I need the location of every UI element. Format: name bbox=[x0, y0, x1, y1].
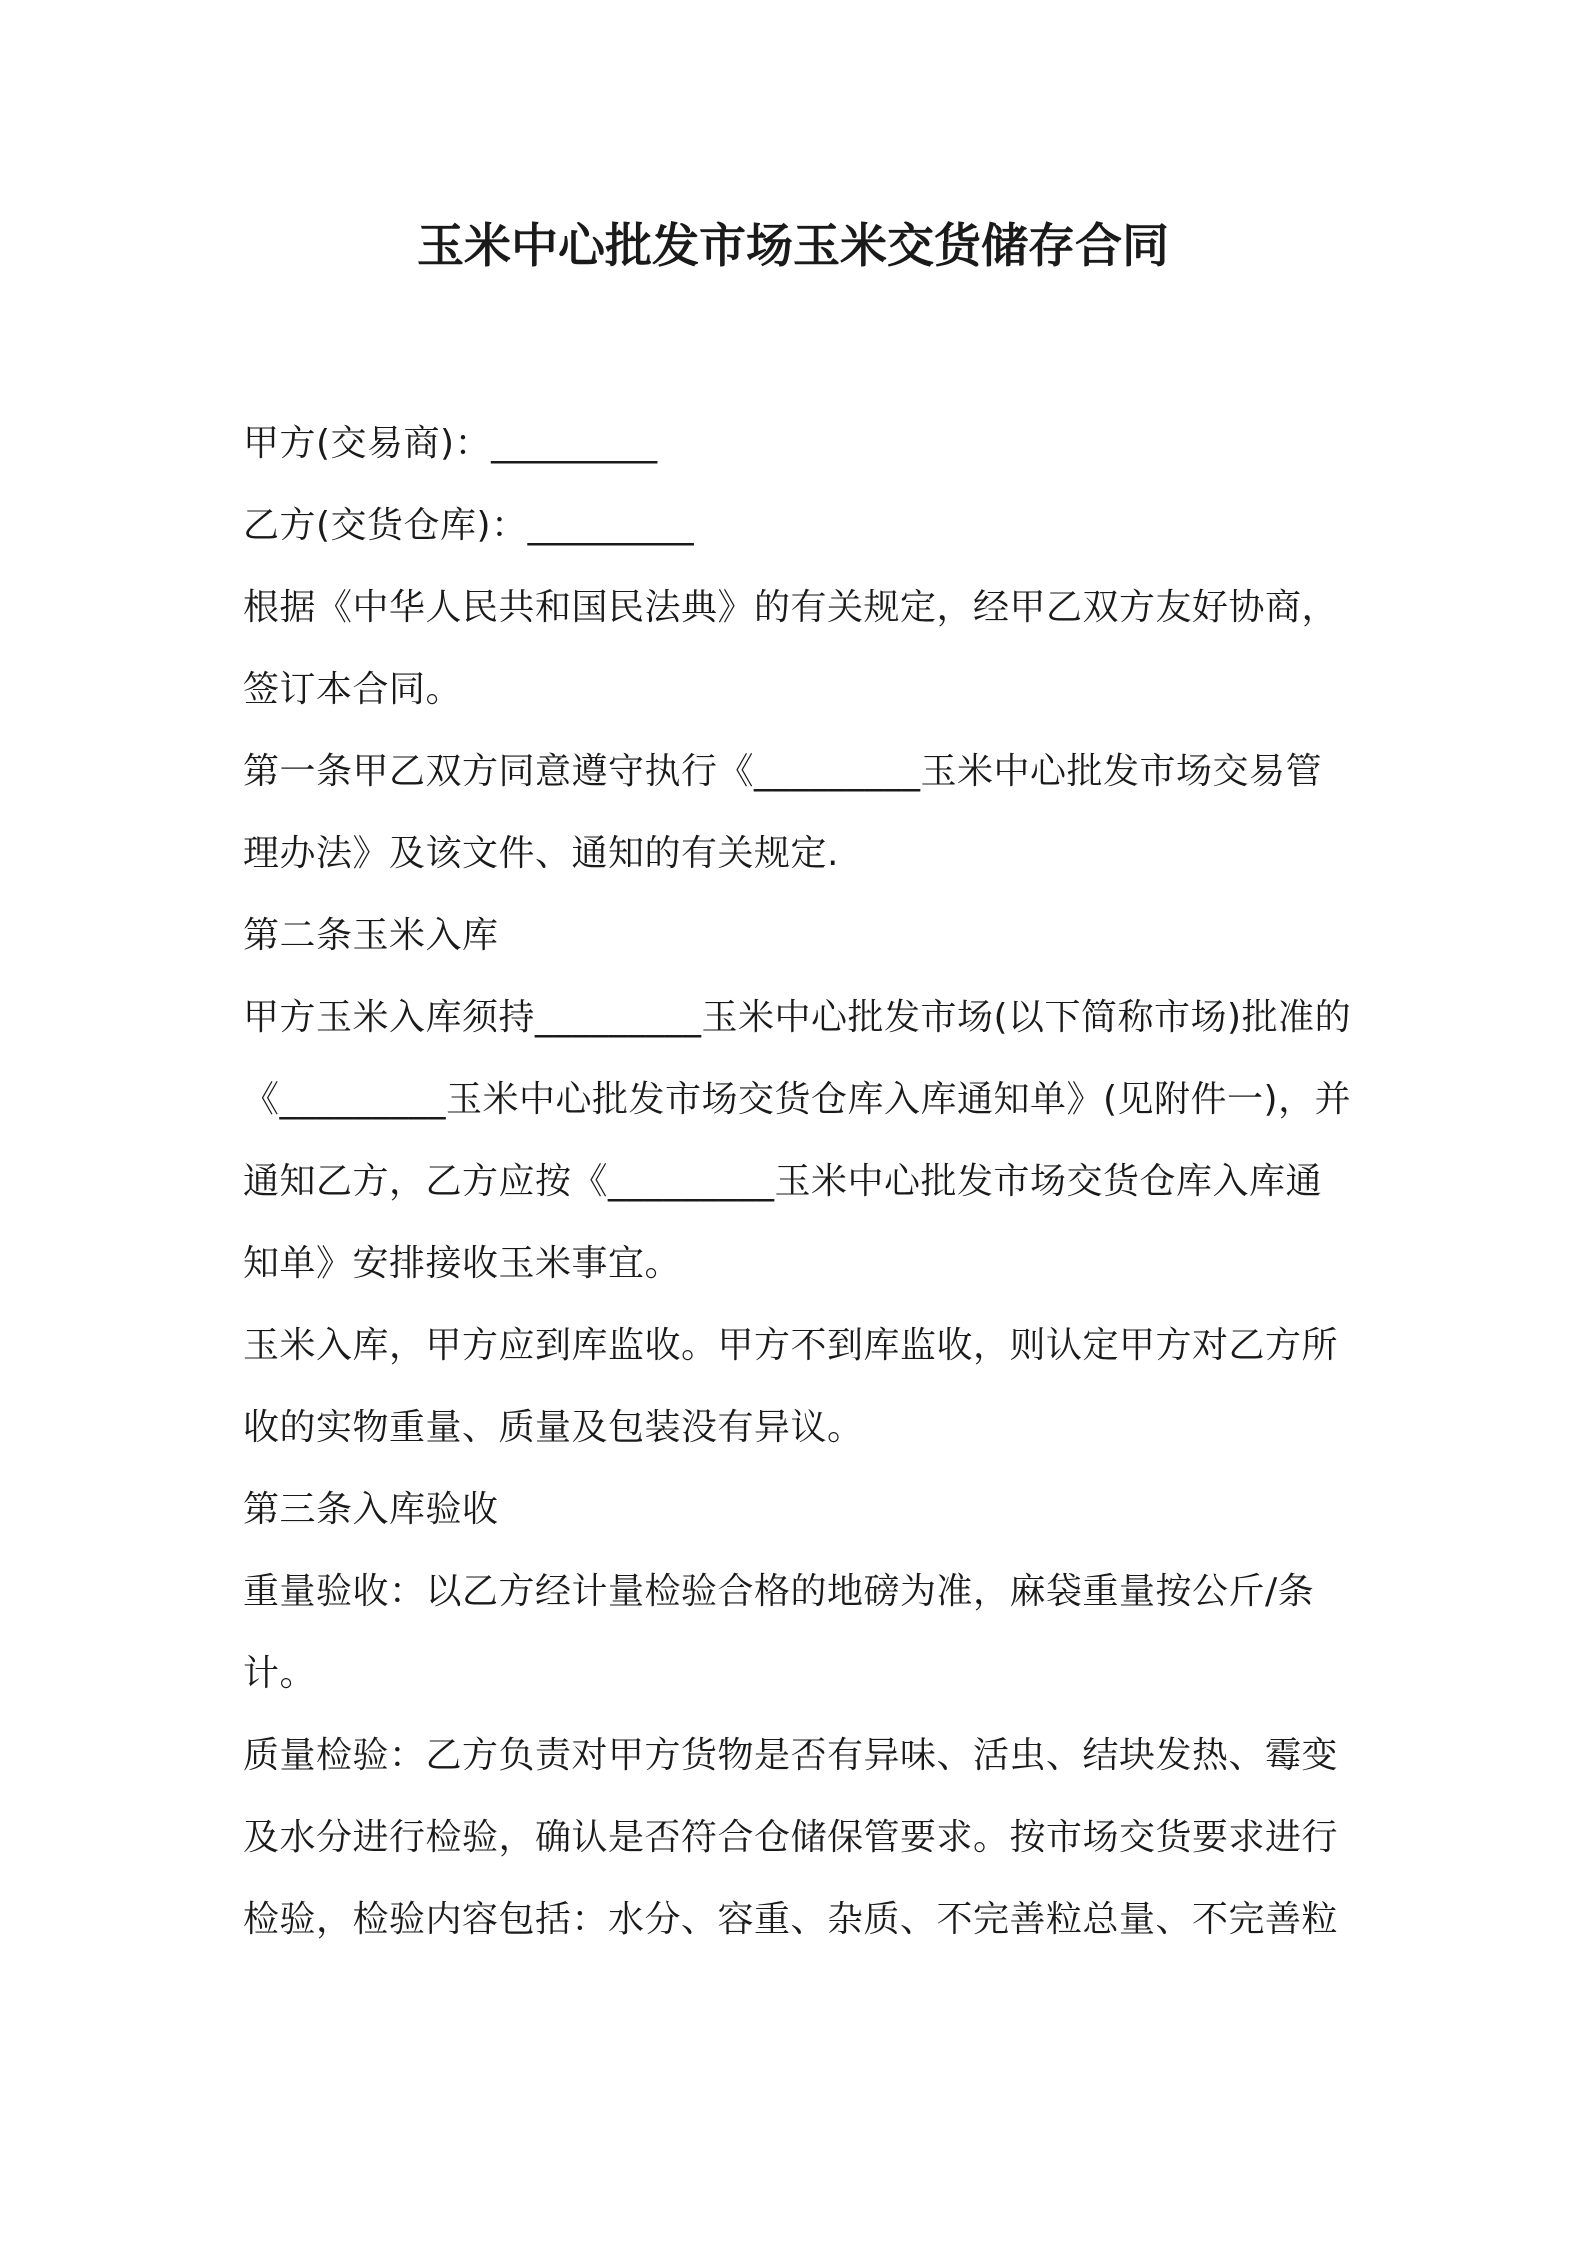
article-2-paragraph-1: 甲方玉米入库须持_________玉米中心批发市场(以下简称市场)批准的《_________玉米中心批发市场交货仓库入库通知单》(见附件一)，并通知乙方，乙方应按《_________玉米中心批发市场交货仓库入库通知单》安排接收玉米事宜。 bbox=[243, 997, 1352, 1284]
party-b-line: 乙方(交货仓库)：_________ bbox=[243, 505, 695, 546]
document-title: 玉米中心批发市场玉米交货储存合同 bbox=[417, 219, 1169, 274]
preamble-paragraph: 根据《中华人民共和国民法典》的有关规定，经甲乙双方友好协商，签订本合同。 bbox=[243, 587, 1339, 710]
quality-inspection-paragraph: 质量检验：乙方负责对甲方货物是否有异味、活虫、结块发热、霉变及水分进行检验，确认是否符合仓储保管要求。按市场交货要求进行检验，检验内容包括：水分、容重、杂质、不完善粒总量、不完善粒 bbox=[243, 1735, 1339, 1940]
document-body bbox=[243, 403, 1353, 1961]
article-3-heading: 第三条入库验收 bbox=[243, 1489, 499, 1530]
article-2-paragraph-2: 玉米入库，甲方应到库监收。甲方不到库监收，则认定甲方对乙方所收的实物重量、质量及包装没有异议。 bbox=[243, 1325, 1339, 1448]
weight-inspection-paragraph: 重量验收：以乙方经计量检验合格的地磅为准，麻袋重量按公斤/条计。 bbox=[243, 1571, 1315, 1694]
article-1-paragraph: 第一条甲乙双方同意遵守执行《_________玉米中心批发市场交易管理办法》及该文件、通知的有关规定. bbox=[243, 751, 1323, 874]
article-2-heading: 第二条玉米入库 bbox=[243, 915, 499, 956]
party-a-line: 甲方(交易商)：_________ bbox=[243, 423, 658, 464]
